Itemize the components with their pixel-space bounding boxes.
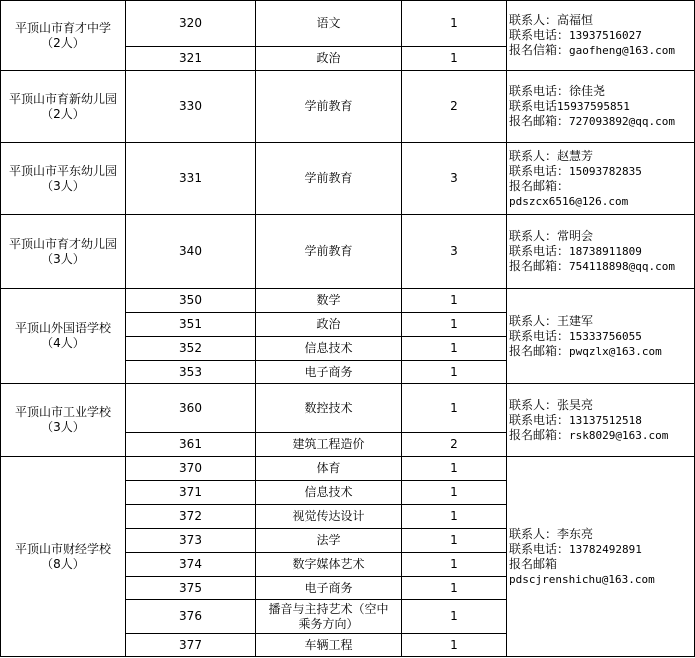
school-cell [1,457,126,657]
school-cell [1,143,126,215]
school-headcount: （8人） [41,556,85,571]
school-cell [1,71,126,143]
contact-email: pdscjrenshichu@163.com [509,572,655,586]
post-code: 340 [126,215,256,289]
post-subject: 电子商务 [256,577,402,600]
school-cell [1,215,126,289]
contact-person: 联系人：赵慧芳 [509,148,594,163]
post-count: 1 [402,313,507,337]
table-row [1,384,695,433]
school-headcount: （4人） [41,336,85,350]
school-headcount: （2人） [41,106,85,121]
post-code: 370 [126,457,256,481]
school-name: 平顶山外国语学校 [14,321,111,335]
contact-email: 报名邮箱：727093892@qq.com [509,114,675,128]
post-subject: 政治 [256,313,402,337]
contact-email: pdszcx6516@126.com [509,194,629,208]
post-count: 1 [402,1,507,47]
table-row [1,215,695,289]
post-code: 352 [126,337,256,361]
contact-phone: 联系电话：18738911809 [509,244,642,258]
post-subject: 政治 [256,47,402,71]
post-subject: 建筑工程造价 [256,433,402,457]
school-name: 平顶山市工业学校 [14,405,111,419]
post-count: 3 [402,143,507,215]
contact-cell [507,215,695,289]
table-row [1,1,695,47]
post-subject: 视觉传达设计 [256,505,402,529]
post-count: 3 [402,215,507,289]
post-code: 373 [126,529,256,553]
school-name: 平顶山市育新幼儿园 [8,91,117,106]
post-code: 374 [126,553,256,577]
post-subject [256,600,402,634]
post-count: 2 [402,433,507,457]
contact-person: 联系人：常明会 [509,229,594,243]
post-code: 321 [126,47,256,71]
post-subject: 法学 [256,529,402,553]
contact-phone: 联系电话：13137512518 [509,412,642,427]
contact-email: 报名邮箱：rsk8029@163.com [509,427,669,442]
post-count: 1 [402,634,507,657]
post-count: 1 [402,553,507,577]
post-count: 1 [402,505,507,529]
post-subject: 信息技术 [256,481,402,505]
table-row [1,457,695,481]
post-count: 1 [402,600,507,634]
post-code: 350 [126,289,256,313]
post-code: 377 [126,634,256,657]
post-subject: 数学 [256,289,402,313]
school-name: 平顶山市平东幼儿园 [8,163,117,178]
post-subject: 学前教育 [256,71,402,143]
school-name: 平顶山市育才中学 [14,20,111,35]
post-count: 1 [402,289,507,313]
post-subject: 信息技术 [256,337,402,361]
contact-phone: 联系电话：13782492891 [509,541,642,556]
contact-email-label: 报名邮箱 [509,556,558,571]
table-row [1,143,695,215]
contact-person: 联系人：李东亮 [509,526,594,541]
school-name: 平顶山市育才幼儿园 [8,236,117,251]
post-count: 1 [402,384,507,433]
school-headcount: （3人） [41,178,85,193]
post-subject: 体育 [256,457,402,481]
post-subject: 车辆工程 [256,634,402,657]
post-subject-line: 播音与主持艺术（空中 [268,601,389,616]
post-count: 1 [402,577,507,600]
post-count: 1 [402,47,507,71]
school-name: 平顶山市财经学校 [14,541,111,556]
post-count: 1 [402,529,507,553]
post-code: 331 [126,143,256,215]
post-subject: 数控技术 [256,384,402,433]
post-code: 320 [126,1,256,47]
post-count: 1 [402,337,507,361]
contact-phone: 联系电话：13937516027 [509,28,642,42]
table-row [1,289,695,313]
contact-email: 报名邮箱：754118898@qq.com [509,259,675,273]
post-code: 372 [126,505,256,529]
contact-person: 联系人：张昊亮 [509,397,594,412]
post-code: 371 [126,481,256,505]
contact-cell [507,143,695,215]
contact-person: 联系电话：徐佳尧 [509,84,606,98]
contact-phone: 联系电话：15333756055 [509,328,642,343]
post-code: 351 [126,313,256,337]
post-code: 375 [126,577,256,600]
post-code: 353 [126,361,256,384]
post-code: 376 [126,600,256,634]
contact-cell [507,384,695,457]
post-subject: 数字媒体艺术 [256,553,402,577]
post-count: 1 [402,457,507,481]
post-subject-line: 乘务方向） [298,616,359,631]
contact-email-label: 报名邮箱： [509,178,570,193]
school-cell [1,1,126,71]
school-cell [1,384,126,457]
contact-email: 报名信箱：gaofheng@163.com [509,43,675,57]
school-headcount: （2人） [41,35,85,50]
school-headcount: （3人） [41,251,85,266]
post-count: 1 [402,481,507,505]
school-headcount: （3人） [41,420,85,434]
contact-cell [507,1,695,71]
contact-phone: 联系电话15937595851 [509,99,630,113]
post-code: 330 [126,71,256,143]
post-code: 361 [126,433,256,457]
contact-cell [507,71,695,143]
post-count: 2 [402,71,507,143]
contact-person: 联系人：高福恒 [509,13,594,27]
post-subject: 学前教育 [256,143,402,215]
post-subject: 学前教育 [256,215,402,289]
contact-cell [507,457,695,657]
post-count: 1 [402,361,507,384]
post-code: 360 [126,384,256,433]
school-cell [1,289,126,384]
contact-email: 报名邮箱：pwqzlx@163.com [509,343,662,358]
post-subject: 语文 [256,1,402,47]
post-subject: 电子商务 [256,361,402,384]
contact-cell [507,289,695,384]
contact-phone: 联系电话：15093782835 [509,163,642,178]
table-row [1,71,695,143]
contact-person: 联系人：王建军 [509,313,594,328]
